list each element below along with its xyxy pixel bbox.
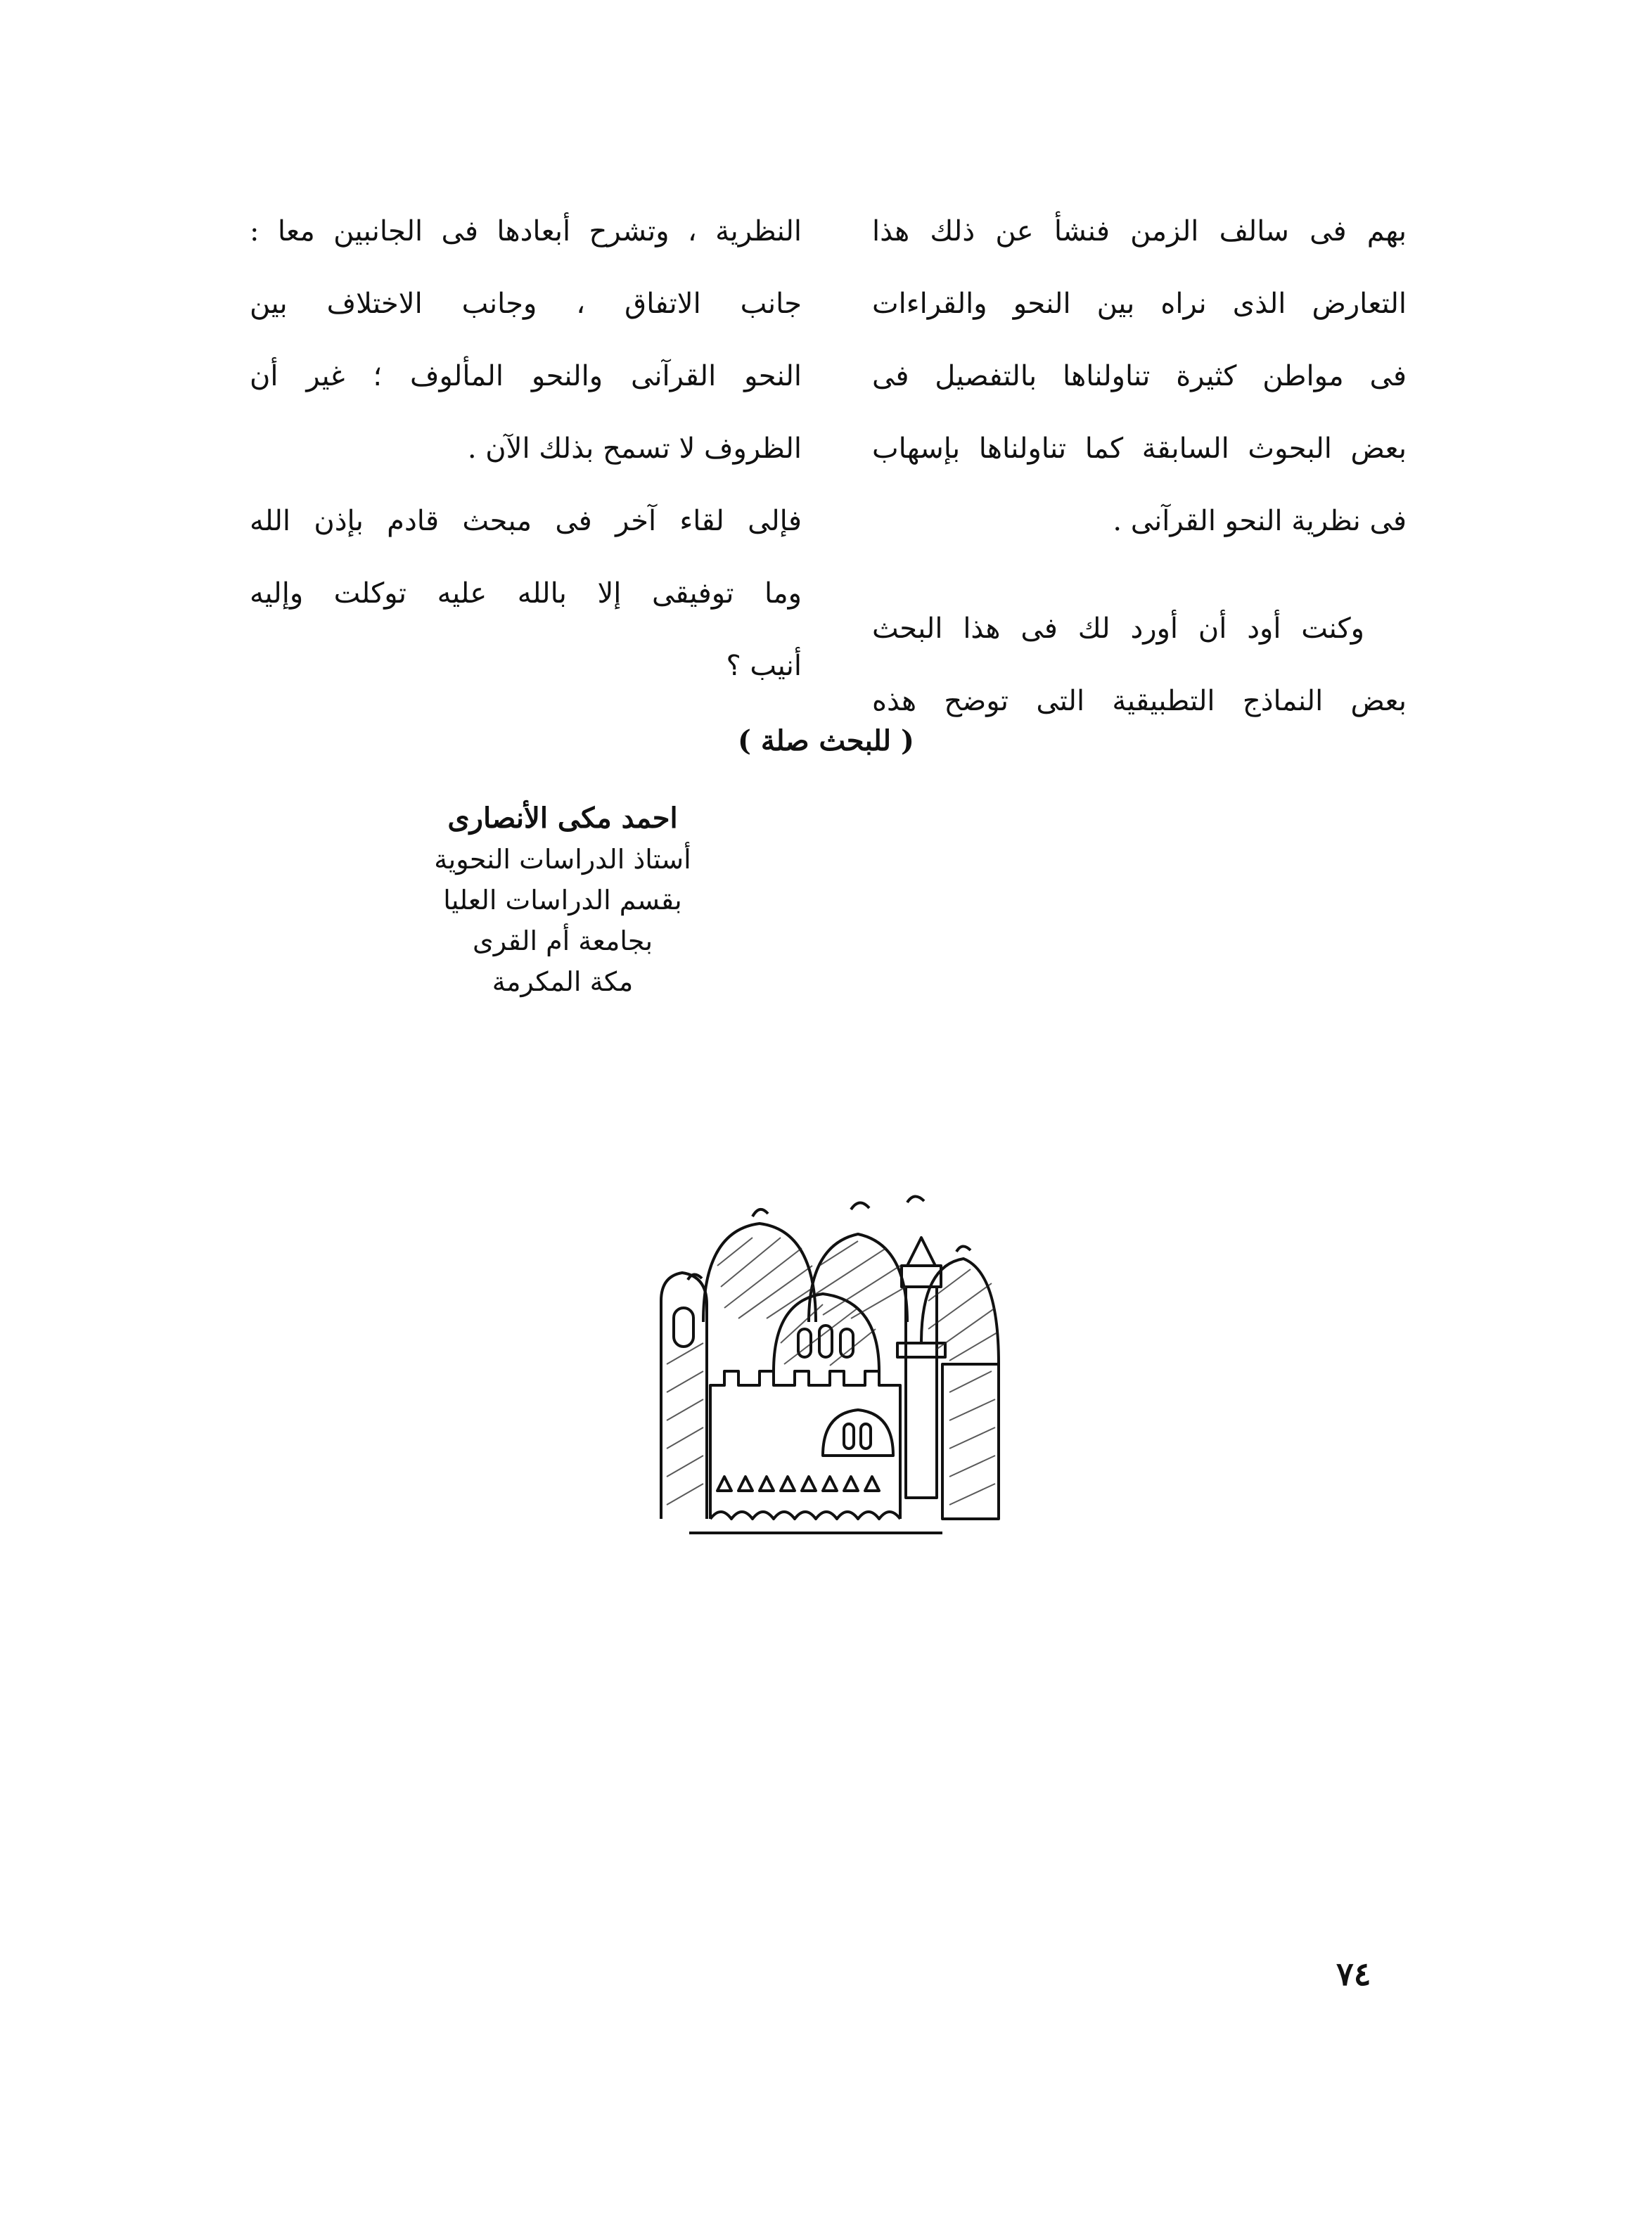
text-line: بعض البحوث السابقة كما تناولناها بإسهاب (872, 432, 1407, 465)
text-line: فى نظرية النحو القرآنى . (1113, 505, 1407, 537)
author-department: بقسم الدراسات العليا (443, 885, 682, 916)
author-name: احمد مكى الأنصارى (447, 802, 678, 835)
text-line: فى مواطن كثيرة تناولناها بالتفصيل فى (872, 360, 1407, 392)
left-paragraph-2 (250, 485, 802, 702)
text-line: النظرية ، وتشرح أبعادها فى الجانبين معا : (250, 215, 802, 248)
text-line: وكنت أود أن أورد لك فى هذا البحث (872, 612, 1364, 645)
text-line: أنيب ؟ (726, 650, 802, 682)
text-line: النحو القرآنى والنحو المألوف ؛ غير أن (250, 360, 802, 392)
paragraph-gap (872, 558, 1407, 593)
left-text-column (250, 195, 802, 702)
author-university: بجامعة أم القرى (472, 925, 653, 956)
text-line: التعارض الذى نراه بين النحو والقراءات (872, 288, 1407, 320)
text-line: بهم فى سالف الزمن فنشأ عن ذلك هذا (872, 215, 1407, 248)
right-text-column (872, 195, 1407, 738)
right-paragraph-1 (872, 195, 1407, 558)
mosque-domes-sketch-icon (647, 1181, 1006, 1561)
page-number: ٧٤ (1336, 1955, 1371, 1993)
author-city: مكة المكرمة (492, 966, 634, 997)
left-paragraph-1 (250, 195, 802, 485)
text-line: وما توفيقى إلا بالله عليه توكلت وإليه (250, 577, 802, 610)
author-title: أستاذ الدراسات النحوية (434, 844, 691, 875)
continued-note: ( للبحث صلة ) (738, 724, 914, 757)
text-line: بعض النماذج التطبيقية التى توضح هذه (872, 685, 1407, 717)
right-paragraph-2 (872, 593, 1407, 738)
author-signature (352, 798, 774, 1002)
text-line: جانب الاتفاق ، وجانب الاختلاف بين (250, 288, 802, 320)
text-line: الظروف لا تسمح بذلك الآن . (467, 432, 802, 465)
text-line: فإلى لقاء آخر فى مبحث قادم بإذن الله (250, 505, 802, 537)
